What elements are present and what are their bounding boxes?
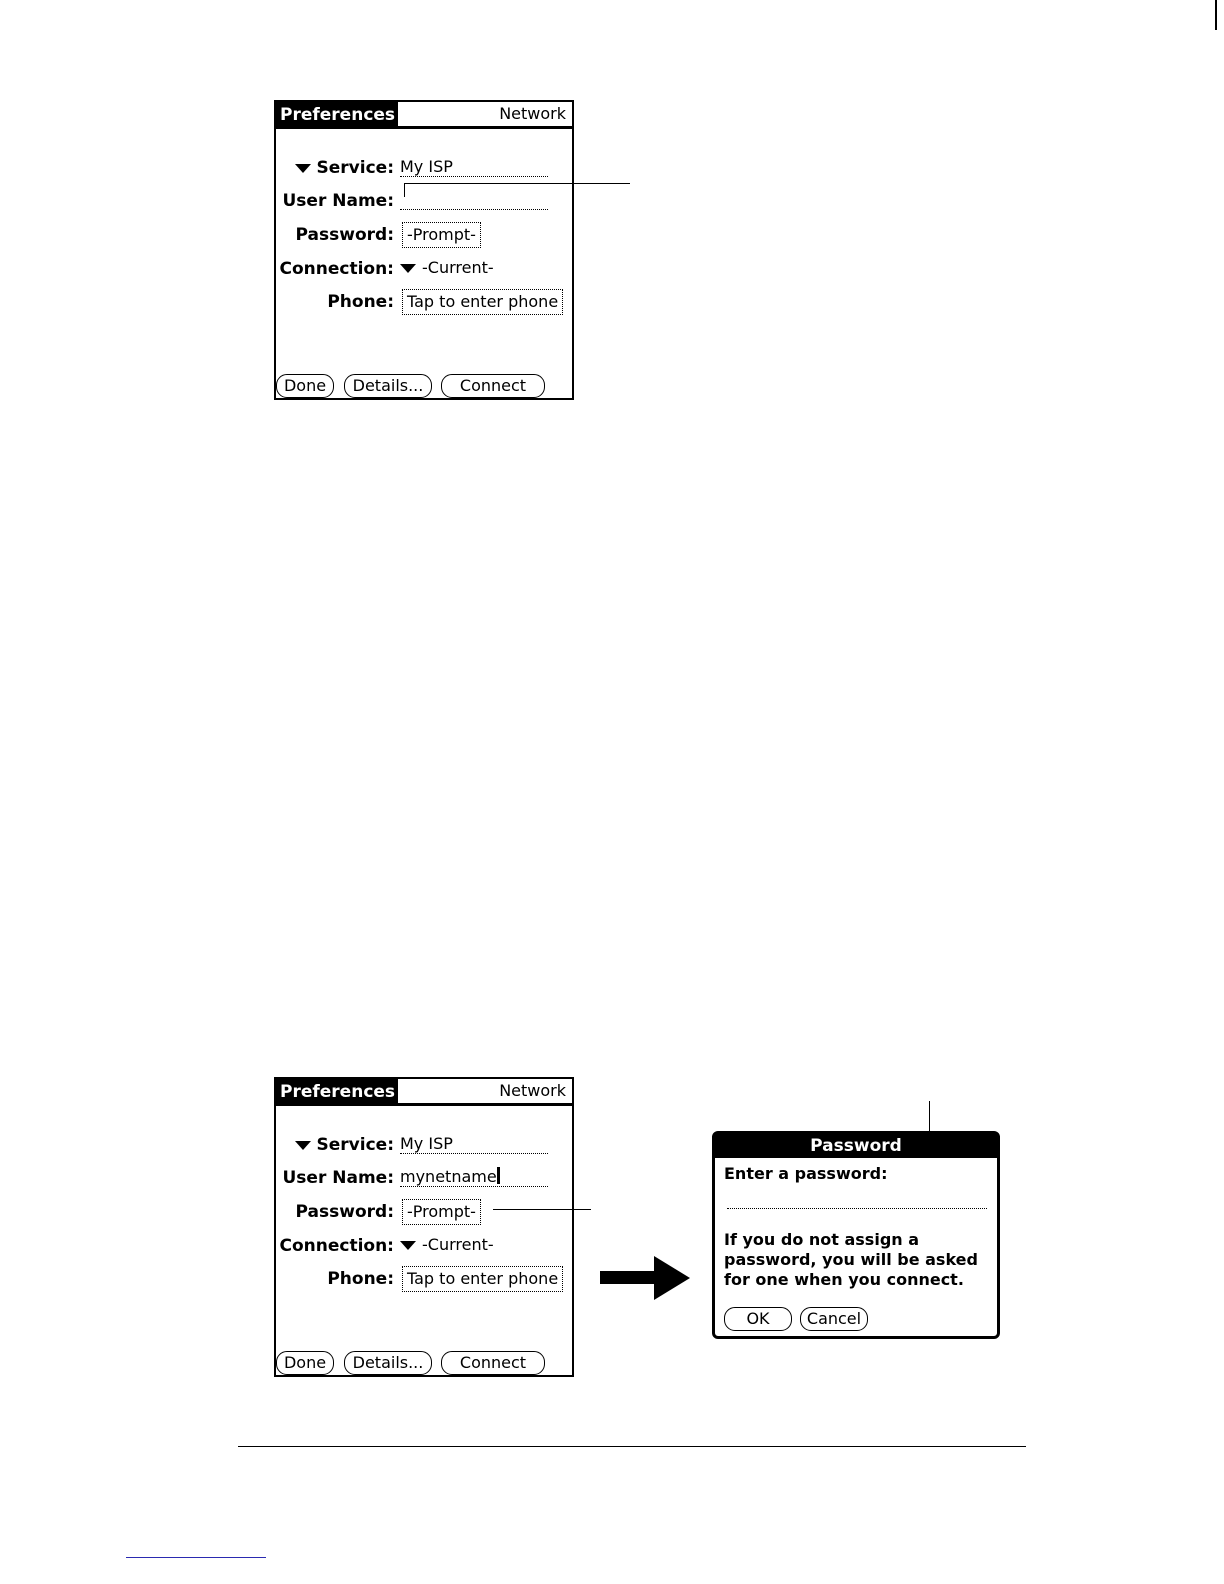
username-label: User Name: bbox=[282, 191, 394, 211]
details-button[interactable]: Details... bbox=[344, 1351, 432, 1375]
password-row bbox=[276, 1199, 572, 1225]
phone-label: Phone: bbox=[327, 1269, 394, 1289]
service-row bbox=[276, 155, 572, 181]
app-title[interactable]: Preferences bbox=[276, 102, 398, 128]
username-label: User Name: bbox=[282, 1168, 394, 1188]
dropdown-triangle-icon bbox=[400, 264, 416, 273]
done-button[interactable]: Done bbox=[276, 1351, 334, 1375]
dropdown-triangle-icon bbox=[400, 1241, 416, 1250]
footer-link-underline[interactable] bbox=[126, 1557, 266, 1558]
connection-picker[interactable]: -Current- bbox=[400, 256, 494, 280]
page-edge-line bbox=[1215, 0, 1217, 30]
username-value: mynetname bbox=[400, 1167, 497, 1186]
service-trigger[interactable] bbox=[295, 1132, 394, 1158]
dialog-prompt: Enter a password: bbox=[724, 1164, 888, 1183]
service-row bbox=[276, 1132, 572, 1158]
connection-row bbox=[276, 256, 572, 282]
connection-label: Connection: bbox=[279, 259, 394, 279]
service-value[interactable]: My ISP bbox=[400, 1134, 453, 1153]
username-row bbox=[276, 188, 572, 214]
ok-button[interactable]: OK bbox=[724, 1307, 792, 1331]
panel-name: Network bbox=[499, 1081, 566, 1100]
network-preferences-screen bbox=[274, 1077, 574, 1377]
phone-field[interactable]: Tap to enter phone bbox=[402, 289, 563, 315]
phone-label: Phone: bbox=[327, 292, 394, 312]
password-field[interactable]: -Prompt- bbox=[402, 1199, 481, 1225]
connection-label: Connection: bbox=[279, 1236, 394, 1256]
page-footer-rule bbox=[238, 1446, 1026, 1447]
right-arrow-icon bbox=[600, 1256, 692, 1300]
panel-name: Network bbox=[499, 104, 566, 123]
connection-picker[interactable]: -Current- bbox=[400, 1233, 494, 1257]
dropdown-triangle-icon bbox=[295, 1141, 311, 1150]
phone-row bbox=[276, 289, 572, 315]
callout-line bbox=[404, 183, 630, 184]
phone-row bbox=[276, 1266, 572, 1292]
title-bar bbox=[276, 1079, 572, 1107]
dropdown-triangle-icon bbox=[295, 164, 311, 173]
cancel-button[interactable]: Cancel bbox=[800, 1307, 868, 1331]
callout-line bbox=[404, 183, 405, 197]
app-title[interactable]: Preferences bbox=[276, 1079, 398, 1105]
network-preferences-screen bbox=[274, 100, 574, 400]
connection-row bbox=[276, 1233, 572, 1259]
callout-line bbox=[493, 1209, 591, 1210]
service-label: Service: bbox=[316, 1135, 394, 1155]
service-value[interactable]: My ISP bbox=[400, 157, 453, 176]
service-label: Service: bbox=[316, 158, 394, 178]
password-row bbox=[276, 222, 572, 248]
details-button[interactable]: Details... bbox=[344, 374, 432, 398]
password-label: Password: bbox=[295, 225, 394, 245]
password-dialog bbox=[712, 1131, 1000, 1339]
username-row bbox=[276, 1165, 572, 1191]
title-bar bbox=[276, 102, 572, 130]
connect-button[interactable]: Connect bbox=[441, 1351, 545, 1375]
password-input[interactable] bbox=[727, 1208, 987, 1209]
password-label: Password: bbox=[295, 1202, 394, 1222]
done-button[interactable]: Done bbox=[276, 374, 334, 398]
text-cursor bbox=[497, 1167, 500, 1184]
connect-button[interactable]: Connect bbox=[441, 374, 545, 398]
dialog-message: If you do not assign a password, you will be asked for one when you connect. bbox=[724, 1230, 978, 1289]
password-field[interactable]: -Prompt- bbox=[402, 222, 481, 248]
phone-field[interactable]: Tap to enter phone bbox=[402, 1266, 563, 1292]
dialog-title: Password bbox=[715, 1134, 997, 1158]
service-trigger[interactable] bbox=[295, 155, 394, 181]
